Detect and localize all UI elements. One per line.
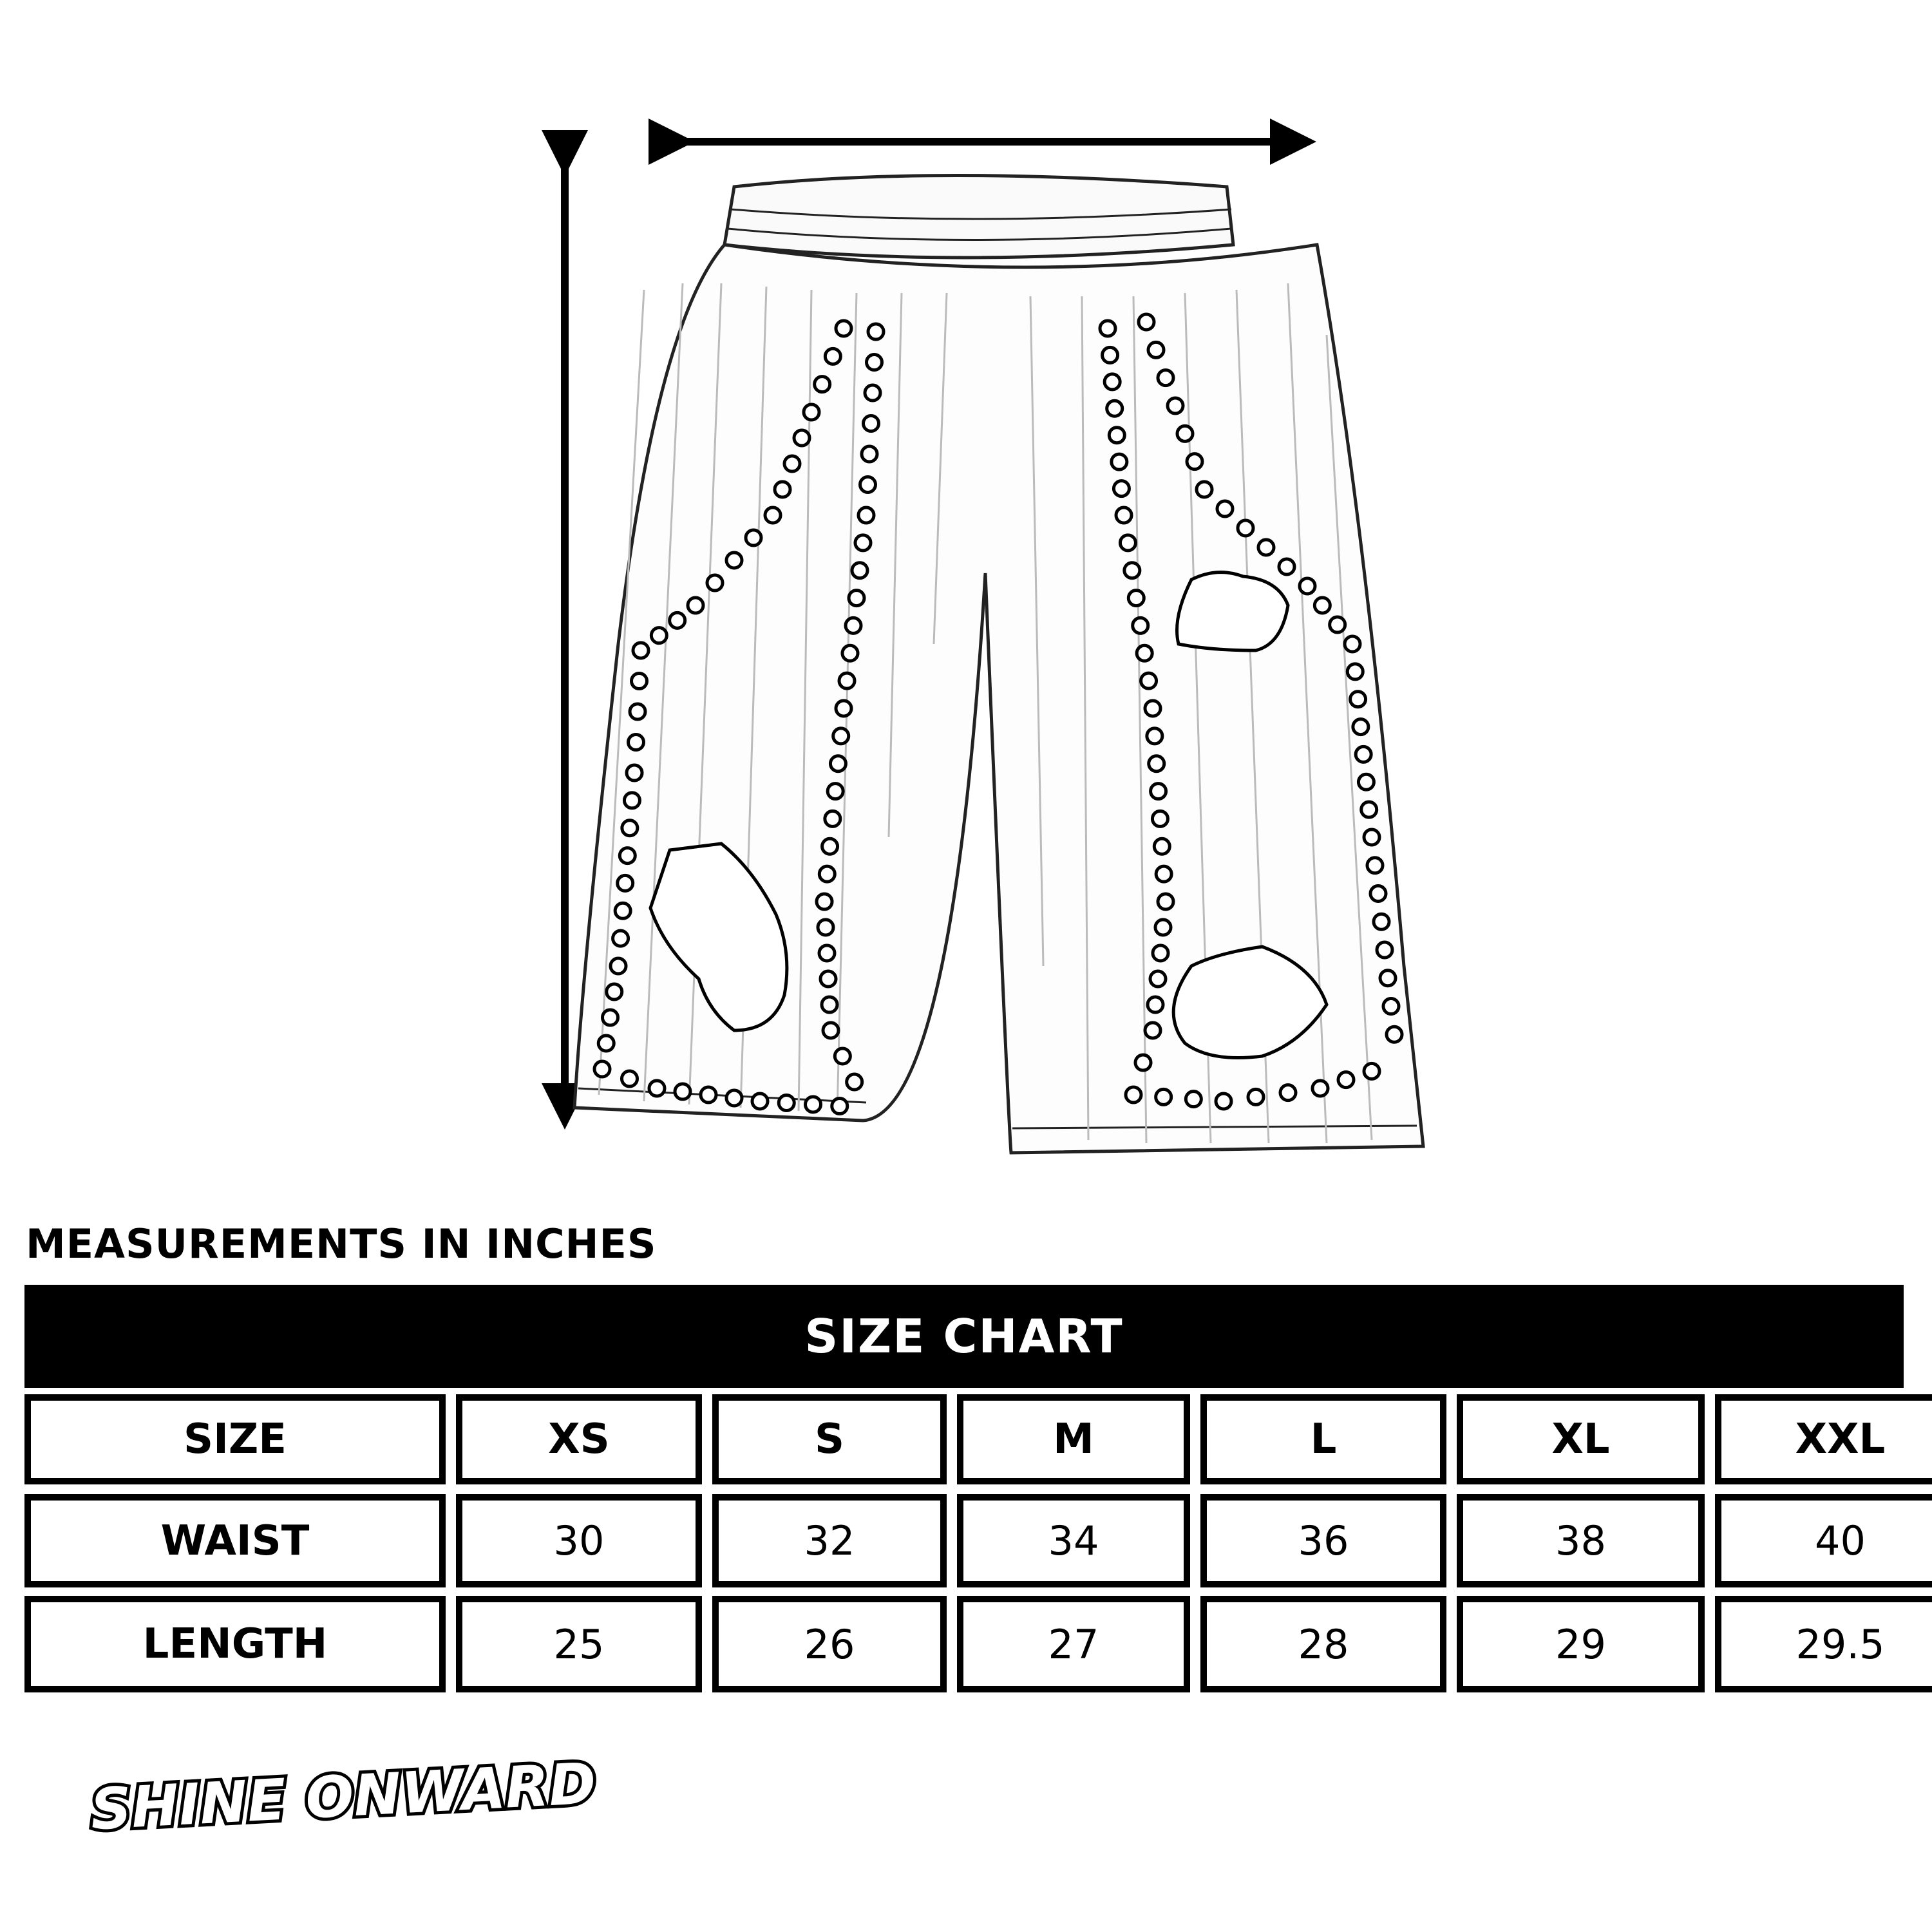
stud	[1149, 756, 1164, 772]
stud	[603, 1010, 618, 1025]
stud	[1350, 692, 1366, 707]
stud	[1103, 347, 1118, 363]
stud	[670, 612, 685, 628]
length-row	[24, 1596, 1904, 1692]
stud	[847, 1074, 862, 1090]
stud	[1128, 591, 1144, 606]
stud	[1141, 673, 1157, 688]
size-chart-title: SIZE CHART	[24, 1285, 1904, 1388]
stud	[1107, 401, 1122, 416]
stud	[1217, 501, 1233, 516]
stud	[1314, 598, 1330, 613]
stud	[1364, 829, 1379, 845]
stud	[1330, 617, 1345, 632]
stud	[622, 1071, 638, 1086]
stud	[1168, 398, 1183, 413]
stud	[784, 456, 800, 471]
stud	[627, 765, 642, 781]
stud	[1383, 999, 1399, 1014]
stud	[1347, 664, 1363, 679]
waist-xxl: 40	[1715, 1494, 1932, 1587]
stud	[1116, 507, 1132, 523]
stud	[1109, 428, 1124, 443]
stud	[867, 355, 882, 370]
stud	[1137, 645, 1152, 661]
stud	[633, 643, 649, 658]
stud	[775, 482, 790, 497]
stud	[629, 735, 644, 750]
size-header-label: SIZE	[24, 1394, 446, 1484]
stud	[828, 784, 843, 799]
stud	[632, 674, 647, 689]
stud	[1156, 1089, 1171, 1104]
stud	[1312, 1081, 1328, 1096]
stud	[1154, 838, 1170, 854]
stud	[1258, 540, 1274, 555]
stud	[830, 756, 846, 772]
stud	[594, 1061, 610, 1077]
stud	[1187, 454, 1202, 469]
stud	[835, 1048, 850, 1064]
stud	[1367, 858, 1383, 873]
stud	[1338, 1072, 1354, 1088]
stud	[630, 704, 645, 719]
stud	[651, 628, 667, 643]
stud	[858, 507, 874, 523]
stud	[836, 321, 851, 336]
stud	[1353, 719, 1368, 735]
stud	[1113, 481, 1129, 497]
distressed-patch	[1177, 573, 1289, 650]
size-xs: XS	[456, 1394, 702, 1484]
stud	[1153, 945, 1168, 961]
stud	[707, 575, 723, 591]
stud	[822, 997, 837, 1012]
stud	[1279, 559, 1294, 574]
stud	[825, 811, 840, 826]
waist-s: 32	[712, 1494, 947, 1587]
stud	[825, 348, 840, 364]
stud	[622, 820, 638, 836]
waist-m: 34	[957, 1494, 1190, 1587]
stud	[1100, 321, 1115, 336]
length-xxl: 29.5	[1715, 1596, 1932, 1692]
length-xl: 29	[1457, 1596, 1705, 1692]
stud	[613, 931, 629, 946]
stud	[1156, 866, 1171, 882]
stud	[846, 618, 861, 633]
length-label: LENGTH	[24, 1596, 446, 1692]
stud	[815, 377, 830, 392]
stud	[862, 446, 877, 462]
stud	[1112, 454, 1127, 469]
brand-logo	[84, 1742, 612, 1845]
stud	[1139, 314, 1154, 330]
stud	[701, 1087, 716, 1103]
stud	[726, 553, 742, 568]
stud	[860, 477, 876, 493]
stud	[1124, 563, 1140, 578]
stud	[649, 1081, 665, 1096]
stud	[675, 1084, 690, 1099]
stud	[832, 1099, 848, 1114]
length-xs: 25	[456, 1596, 702, 1692]
stud	[624, 793, 639, 808]
stud	[1147, 728, 1162, 744]
stud	[1380, 971, 1396, 986]
stud	[794, 430, 810, 446]
stud	[1300, 578, 1315, 594]
stud	[823, 1023, 838, 1038]
stud	[1238, 520, 1253, 536]
stud	[868, 324, 884, 339]
stud	[852, 563, 867, 578]
stud	[1177, 426, 1193, 441]
stud	[1370, 886, 1386, 902]
stud	[839, 673, 855, 688]
stud	[855, 535, 871, 551]
length-l: 28	[1200, 1596, 1446, 1692]
stud	[1120, 535, 1135, 551]
stud	[864, 416, 879, 431]
waist-label: WAIST	[24, 1494, 446, 1587]
length-s: 26	[712, 1596, 947, 1692]
size-xl: XL	[1457, 1394, 1705, 1484]
size-s: S	[712, 1394, 947, 1484]
brand-wordmark: SHINE ONWARD	[89, 1750, 598, 1843]
stud	[833, 728, 849, 744]
stud	[746, 530, 761, 545]
stud	[1356, 746, 1371, 762]
stud	[1158, 894, 1173, 909]
stud	[819, 945, 835, 961]
shorts-drawing	[574, 176, 1423, 1153]
measurements-unit-note: MEASUREMENTS IN INCHES	[26, 1220, 657, 1267]
waist-xl: 38	[1457, 1494, 1705, 1587]
stud	[1145, 1023, 1160, 1038]
stud	[1135, 1055, 1151, 1070]
stud	[865, 385, 880, 401]
stud	[765, 507, 781, 523]
stud	[819, 866, 835, 882]
stud	[836, 701, 851, 716]
stud	[1358, 774, 1374, 790]
stud	[1216, 1094, 1231, 1109]
stud	[615, 903, 630, 918]
stud	[1150, 971, 1166, 987]
waist-xs: 30	[456, 1494, 702, 1587]
stud	[1374, 914, 1389, 929]
stud	[1248, 1089, 1264, 1104]
stud	[1126, 1087, 1141, 1103]
length-m: 27	[957, 1596, 1190, 1692]
waist-row	[24, 1494, 1904, 1587]
stud	[1377, 942, 1392, 958]
stud	[1148, 342, 1164, 357]
stud	[688, 598, 703, 613]
waist-l: 36	[1200, 1494, 1446, 1587]
stud	[820, 971, 836, 987]
stud	[607, 984, 622, 999]
size-m: M	[957, 1394, 1190, 1484]
stud	[822, 838, 838, 854]
stud	[1387, 1027, 1402, 1042]
stud	[1158, 370, 1173, 386]
stud	[779, 1095, 794, 1111]
stud	[1364, 1063, 1379, 1079]
stud	[1148, 997, 1163, 1012]
size-header-row	[24, 1394, 1904, 1484]
stud	[620, 848, 635, 864]
stud	[804, 404, 819, 420]
size-l: L	[1200, 1394, 1446, 1484]
stud	[817, 894, 832, 909]
stud	[1104, 374, 1120, 390]
stud	[1155, 920, 1171, 935]
stud	[1152, 811, 1168, 826]
stud	[842, 645, 858, 661]
stud	[1345, 636, 1360, 652]
stud	[1145, 701, 1160, 716]
stud	[1151, 784, 1166, 799]
stud	[849, 591, 864, 606]
stud	[1186, 1092, 1201, 1107]
stud	[726, 1090, 742, 1106]
stud	[611, 958, 626, 974]
stud	[598, 1036, 614, 1051]
stud	[1361, 802, 1377, 817]
stud	[752, 1094, 768, 1109]
waistband	[724, 176, 1233, 258]
size-xxl: XXL	[1715, 1394, 1932, 1484]
stud	[618, 875, 633, 891]
stud	[1133, 618, 1148, 633]
stud	[1197, 482, 1212, 497]
stud	[806, 1097, 821, 1112]
stud	[1280, 1085, 1296, 1101]
stud	[818, 920, 833, 935]
